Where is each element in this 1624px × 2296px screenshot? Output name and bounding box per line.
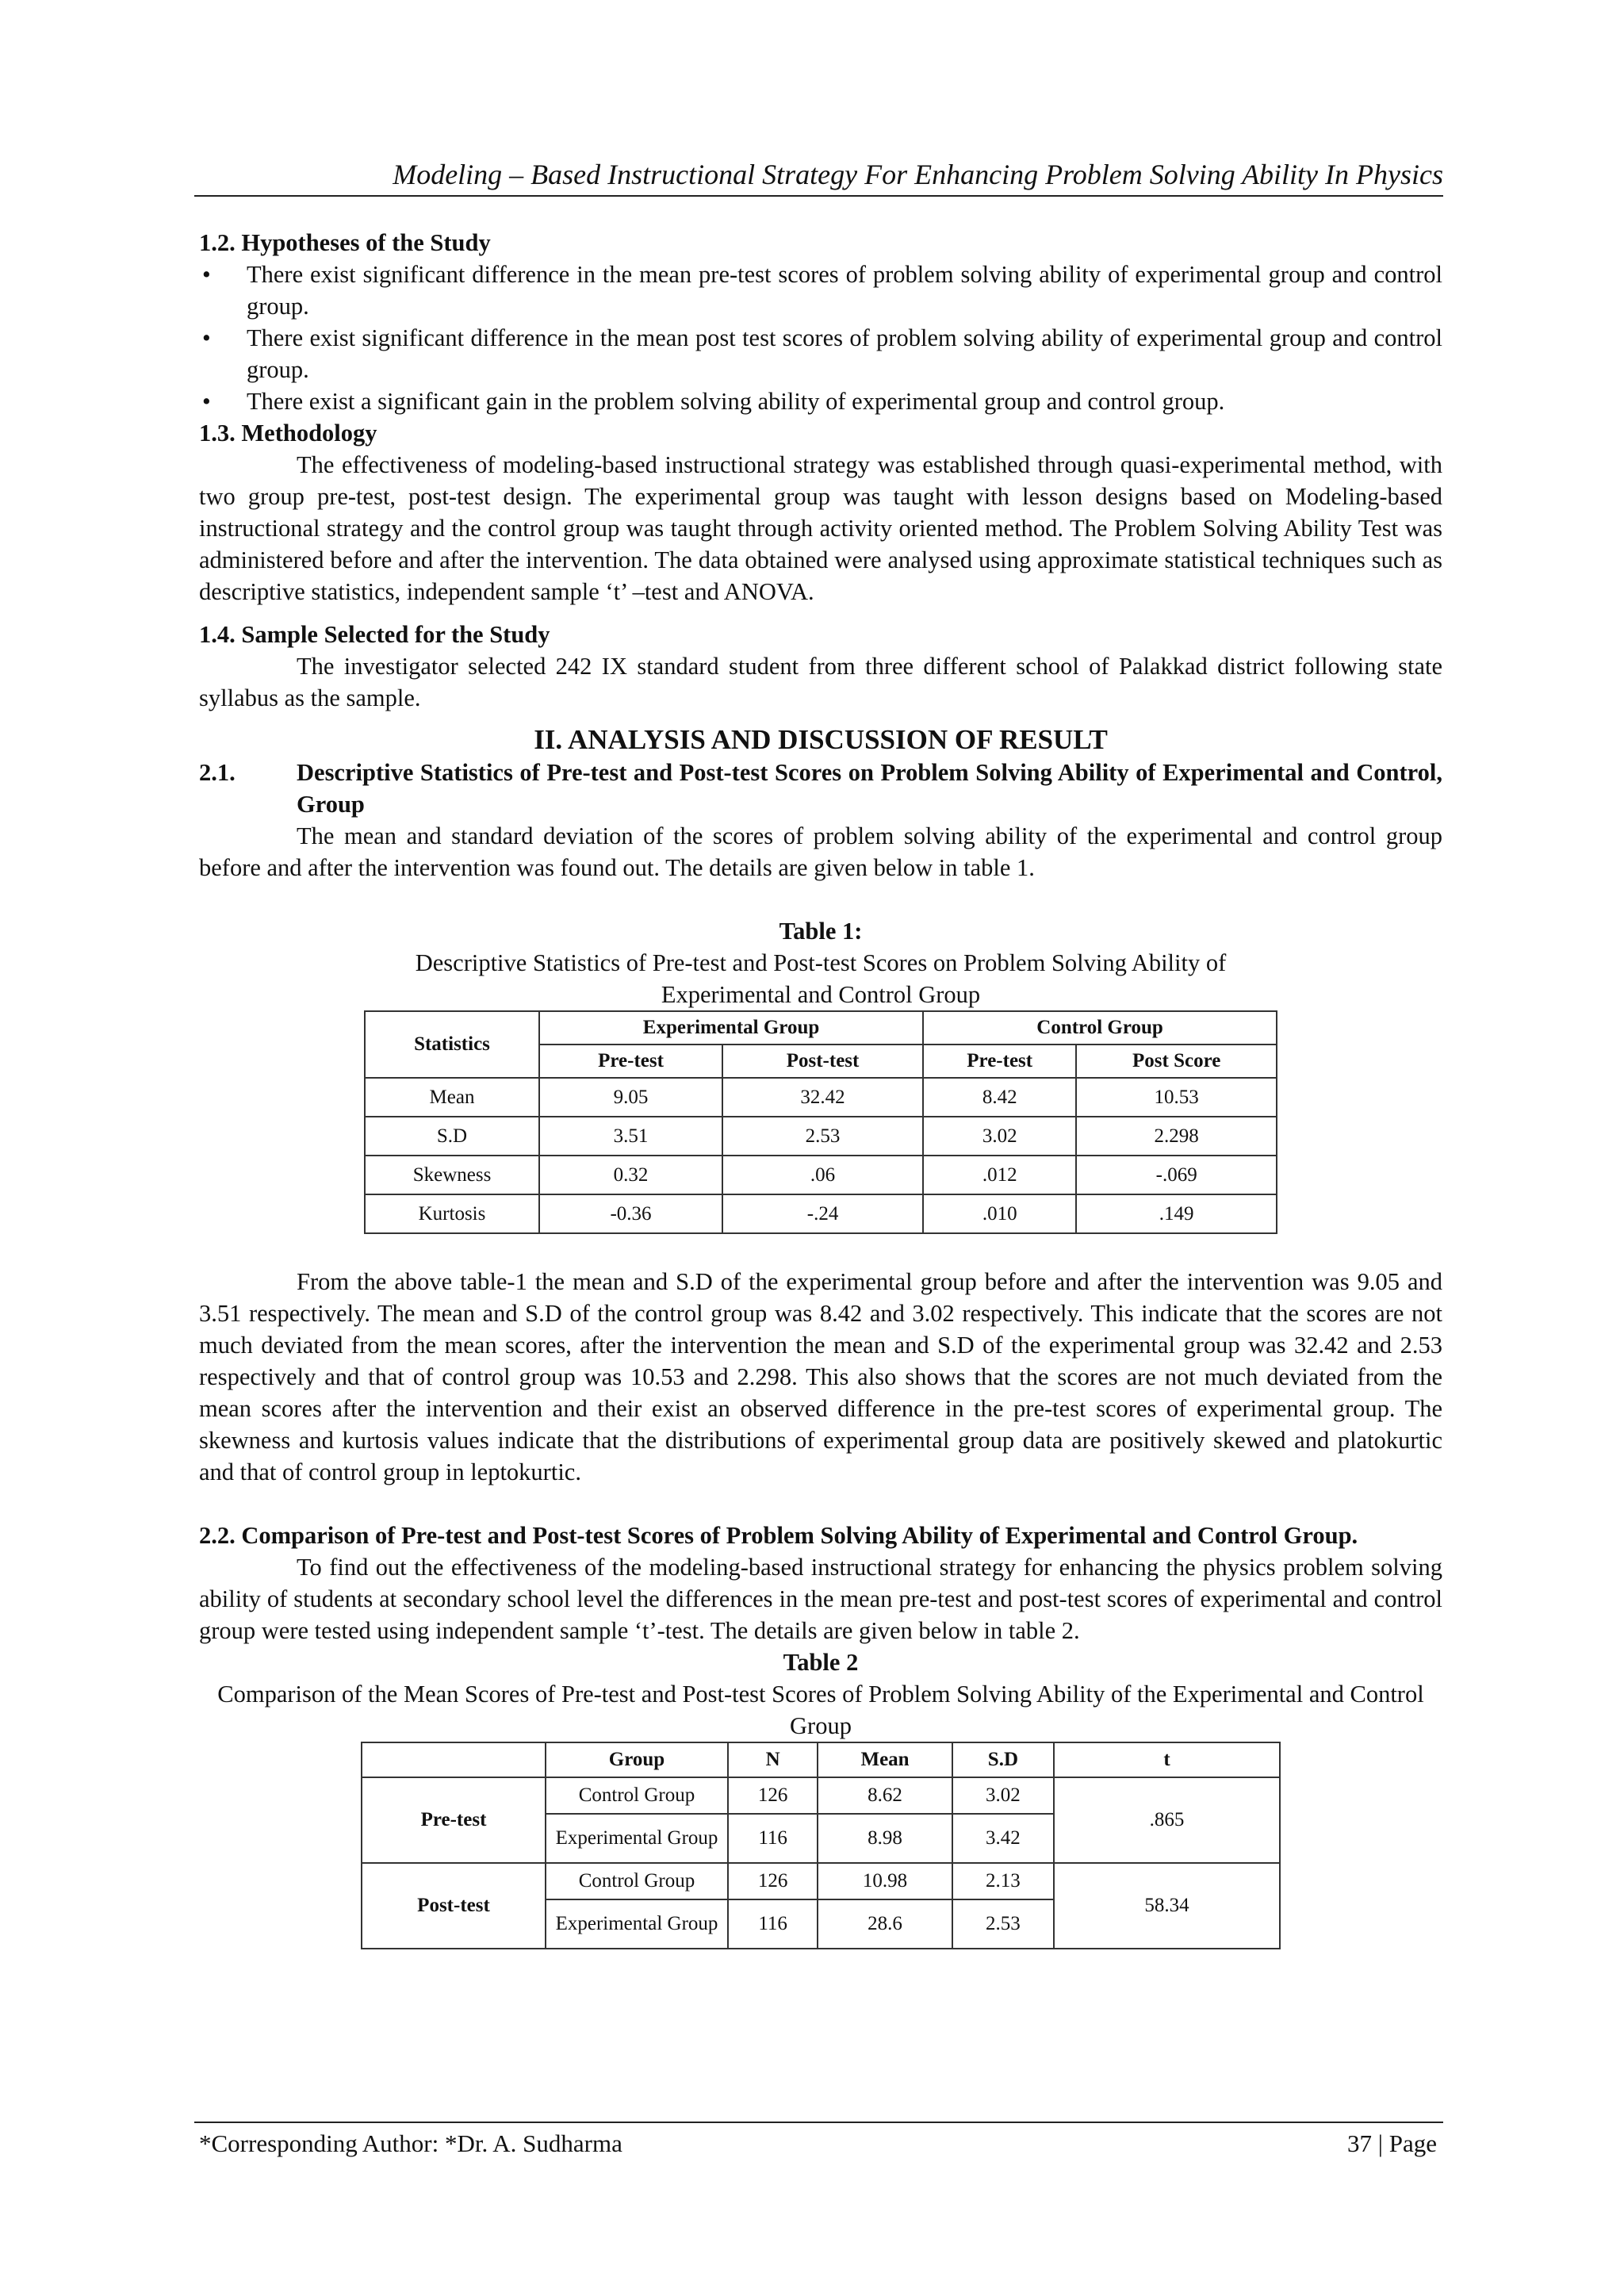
hypothesis-item: • There exist significant difference in the mean post test scores of problem solving ability of experimental group and control group. xyxy=(199,322,1442,385)
table-2-header: Group xyxy=(546,1742,728,1777)
table-cell: .012 xyxy=(923,1156,1076,1194)
running-title: Modeling – Based Instructional Strategy For Enhancing Problem Solving Ability In Physics xyxy=(393,159,1443,190)
table-cell: 2.53 xyxy=(722,1117,923,1156)
table-cell: 2.13 xyxy=(952,1863,1054,1899)
page-body xyxy=(199,227,1442,1949)
footer-rule xyxy=(194,2122,1443,2123)
table-cell: Control Group xyxy=(546,1777,728,1814)
table-cell: 116 xyxy=(728,1899,818,1949)
table-1-discussion: From the above table-1 the mean and S.D of the experimental group before and after the intervention was 9.05 and 3.51 respectively. The mean and S.D of the control group was 8.42 and 3.02 respectively. This indicate that the scores are not much deviated from the mean scores, after the intervention the mean and S.D of the experimental group was 32.42 and 2.53 respectively and that of control group was 10.53 and 2.298. This also shows that the scores are not much deviated from the mean scores after the intervention and their exist an observed difference in the pre-test scores of experimental group. The skewness and kurtosis values indicate that the distributions of experimental group data are positively skewed and platokurtic and that of control group in leptokurtic. xyxy=(199,1268,1442,1485)
table-2-block-label: Post-test xyxy=(362,1863,546,1949)
table-cell: 126 xyxy=(728,1863,818,1899)
table-row xyxy=(365,1117,1277,1156)
table-cell: 8.42 xyxy=(923,1078,1076,1117)
page-number: 37 | Page xyxy=(1347,2129,1437,2157)
table-1-subheader: Pre-test xyxy=(539,1045,722,1078)
table-cell: 32.42 xyxy=(722,1078,923,1117)
table-1-label: Table 1: xyxy=(779,918,863,945)
table-1-subheader: Post Score xyxy=(1076,1045,1277,1078)
table-cell: .06 xyxy=(722,1156,923,1194)
table-cell: 3.02 xyxy=(923,1117,1076,1156)
sample-paragraph: The investigator selected 242 IX standard student from three different school of Palakkad district following state syllabus as the sample. xyxy=(199,653,1442,711)
table-cell: 2.53 xyxy=(952,1899,1054,1949)
table-cell: -.069 xyxy=(1076,1156,1277,1194)
table-cell: -0.36 xyxy=(539,1194,722,1233)
section-2-1-heading xyxy=(199,757,1442,820)
table-1-row-label: Skewness xyxy=(365,1156,539,1194)
table-cell: 10.53 xyxy=(1076,1078,1277,1117)
table-cell: 3.02 xyxy=(952,1777,1054,1814)
table-row xyxy=(362,1777,1280,1814)
table-1-row-label: S.D xyxy=(365,1117,539,1156)
table-2-label: Table 2 xyxy=(783,1649,859,1676)
section-2-title: II. ANALYSIS AND DISCUSSION OF RESULT xyxy=(534,724,1108,755)
methodology-paragraph: The effectiveness of modeling-based instructional strategy was established through quasi-experimental method, with two group pre-test, post-test design. The experimental group was taught with lesson designs based on Modeling-based instructional strategy and the control group was taught through activity oriented method. The Problem Solving Ability Test was administered before and after the intervention. The data obtained were analysed using approximate statistical techniques such as descriptive statistics, independent sample ‘t’ –test and ANOVA. xyxy=(199,451,1442,605)
section-1-4-heading: 1.4. Sample Selected for the Study xyxy=(199,621,550,648)
section-2-2-heading: 2.2. Comparison of Pre-test and Post-test Scores of Problem Solving Ability of Experimental and Control Group. xyxy=(199,1522,1358,1549)
hypothesis-item: • There exist significant difference in the mean pre-test scores of problem solving ability of experimental group and control group. xyxy=(199,259,1442,322)
table-cell: 9.05 xyxy=(539,1078,722,1117)
table-cell: -.24 xyxy=(722,1194,923,1233)
table-cell: 10.98 xyxy=(818,1863,952,1899)
table-cell: Experimental Group xyxy=(546,1899,728,1949)
table-cell: 28.6 xyxy=(818,1899,952,1949)
table-row xyxy=(365,1194,1277,1233)
section-1-2-heading: 1.2. Hypotheses of the Study xyxy=(199,229,491,256)
table-2-t-value: .865 xyxy=(1054,1777,1280,1863)
table-cell: Experimental Group xyxy=(546,1814,728,1863)
table-2-block-label: Pre-test xyxy=(362,1777,546,1863)
section-2-2-paragraph: To find out the effectiveness of the modeling-based instructional strategy for enhancing the physics problem solving ability of students at secondary school level the differences in the mean pre-test and post-test scores of experimental and control group were tested using independent sample ‘t’-test. The details are given below in table 2. xyxy=(199,1554,1442,1644)
table-2-header xyxy=(362,1742,546,1777)
table-1-row-label: Mean xyxy=(365,1078,539,1117)
table-cell: 126 xyxy=(728,1777,818,1814)
corresponding-author: *Corresponding Author: *Dr. A. Sudharma xyxy=(199,2129,622,2157)
section-1-3-heading: 1.3. Methodology xyxy=(199,420,377,447)
table-1-subheader: Pre-test xyxy=(923,1045,1076,1078)
table-2-t-value: 58.34 xyxy=(1054,1863,1280,1949)
table-cell: 0.32 xyxy=(539,1156,722,1194)
table-1 xyxy=(364,1010,1277,1234)
table-cell: .149 xyxy=(1076,1194,1277,1233)
section-2-1-number: 2.1. xyxy=(199,759,236,786)
table-1-group-header: Experimental Group xyxy=(539,1011,923,1045)
table-cell: .010 xyxy=(923,1194,1076,1233)
table-row xyxy=(365,1156,1277,1194)
table-cell: 2.298 xyxy=(1076,1117,1277,1156)
table-2-header: Mean xyxy=(818,1742,952,1777)
table-1-subheader: Post-test xyxy=(722,1045,923,1078)
table-cell: 8.98 xyxy=(818,1814,952,1863)
table-1-stub-header: Statistics xyxy=(365,1011,539,1078)
hypothesis-item: • There exist a significant gain in the problem solving ability of experimental group and control group. xyxy=(199,385,1442,417)
hypotheses-list xyxy=(199,259,1442,417)
table-cell: 8.62 xyxy=(818,1777,952,1814)
table-2-caption xyxy=(199,1646,1442,1742)
table-2-header: N xyxy=(728,1742,818,1777)
table-cell: 3.42 xyxy=(952,1814,1054,1863)
table-row xyxy=(365,1078,1277,1117)
section-2-1-paragraph: The mean and standard deviation of the scores of problem solving ability of the experimental and control group before and after the intervention was found out. The details are given below in table 1. xyxy=(199,822,1442,881)
table-row xyxy=(362,1863,1280,1899)
header-rule xyxy=(194,195,1443,197)
table-2 xyxy=(361,1742,1281,1949)
table-1-group-header: Control Group xyxy=(923,1011,1277,1045)
table-1-caption xyxy=(199,915,1442,1010)
section-2-1-heading-text: Descriptive Statistics of Pre-test and Post-test Scores on Problem Solving Ability of Experimental and Control, Group xyxy=(297,759,1442,818)
table-cell: Control Group xyxy=(546,1863,728,1899)
table-2-caption-text: Comparison of the Mean Scores of Pre-test and Post-test Scores of Problem Solving Ability of the Experimental and Control Group xyxy=(217,1681,1424,1739)
table-1-row-label: Kurtosis xyxy=(365,1194,539,1233)
table-2-header: t xyxy=(1054,1742,1280,1777)
table-cell: 116 xyxy=(728,1814,818,1863)
table-2-header: S.D xyxy=(952,1742,1054,1777)
table-cell: 3.51 xyxy=(539,1117,722,1156)
table-1-caption-text: Descriptive Statistics of Pre-test and Post-test Scores on Problem Solving Ability of Experimental and Control Group xyxy=(415,949,1227,1008)
